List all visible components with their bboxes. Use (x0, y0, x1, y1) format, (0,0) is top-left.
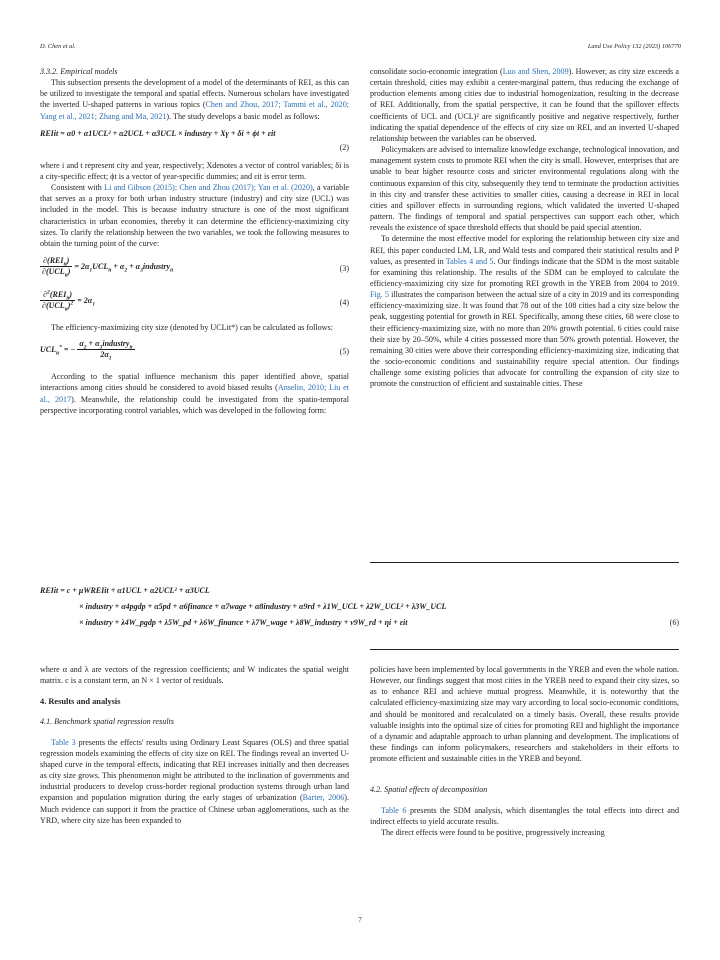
equation-3-number: (3) (339, 264, 349, 274)
running-header-journal: Land Use Policy 132 (2023) 106770 (587, 43, 681, 50)
equation-6-line-3: × industry + λ4W_pgdp + λ5W_pd + λ6W_finance + λ7W_wage + λ8W_industry + ν9W_rd + ηi + εit (79, 618, 408, 627)
paragraph-policymakers: Policymakers are advised to internalize knowledge exchange, technological innovation, and management system costs to promote REI when the city is small. However, enterprises that are unable to bear higher resource costs and stricter environmental regulations along with the continuous expansion of this city, subsequently they tend to terminate the production activities in this city and transfer these activities to smaller cities, causing a decrease in REI in local cities and spillover effects in surrounding regions, which validated the inverted U-shaped pattern. The findings of temporal and spatial perspectives can support each other, which reveals the existence of space threshold effects that should be paid special attention. (370, 145, 679, 233)
paragraph-consistent-with: Consistent with Li and Gibson (2015); Chen and Zhou (2017); Yan et al. (2020), a variable that serves as a proxy for both urban industry structure (industry) and city size (UCL) was included in the model. This is because industry structure is one of the most significant characteristics in urban economies, thereby it can determine the efficiency-maximizing city sizes. To clarify the relationship between the two variables, we took the following measures to obtain the turning point of the curve: (40, 183, 349, 248)
equation-2-body: REIit = α0 + α1UCL² + α2UCL + α3UCL × industry + Xγ + δi + ϕt + εit (40, 128, 276, 138)
paragraph-sdm-analysis: Table 6 presents the SDM analysis, which disentangles the total effects into direct and indirect effects to yield accurate results. (370, 805, 679, 826)
citation-link[interactable]: Li and Gibson (2015); Chen and Zhou (2017); Yan et al. (2020) (104, 183, 313, 193)
equation-2 (40, 128, 349, 142)
citation-link[interactable]: Luo and Shen, 2009 (502, 67, 569, 76)
section-heading-3-3-2: 3.3.2. Empirical models (40, 67, 118, 76)
table-reference-link[interactable]: Table 3 (51, 737, 76, 747)
page-number: 7 (358, 916, 362, 924)
paragraph-spatial-mechanism: According to the spatial influence mechanism this paper identified above, spatial interactions among cities should be considered to avoid biased results (Anselin, 2010; Liu et al., 2017). Meanwhile, the relationship could be investigated from the spatio-temporal perspective incorporating control variables, which was developed in the following form: (40, 372, 349, 415)
equation-5-number: (5) (339, 347, 349, 357)
paragraph-socio-economic: consolidate socio-economic integration (Luo and Shen, 2009). However, as city size exceeds a certain threshold, cities may exhibit a center-marginal pattern, thus reducing the exchange of production elements among cities due to industrial homogenization, resulting in the decrease of REI. Additionally, from the spatial perspective, it can be found that the spillover effects coefficients of UCL and (UCL)² are significantly positive and negative respectively, further indicating the spatial dependence of the effects of city size on REI, and an inverted U-shaped relationship between the variables can be observed. (370, 67, 679, 143)
paragraph-direct-effects: The direct effects were found to be positive, progressively increasing (381, 827, 605, 837)
paragraph-where-alpha: where α and λ are vectors of the regression coefficients; and W indicates the spatial weight matrix. c is a constant term, an N × 1 vector of residuals. (40, 665, 349, 686)
equation-3: $\frac{\partial(REI_{it})}{\partial(UCL_{it})}$ = $2\alpha_1UCL_{it} + \alpha_2$ + $\alpha_3industry_{it}$ (3) (42, 256, 349, 279)
equation-5: $UCL_{it}^*$ = − $\frac{\alpha_2 + \alpha_3industry_{it}}{2\alpha_1}$ (5) (40, 339, 349, 362)
section-heading-4: 4. Results and analysis (40, 697, 121, 707)
citation-link[interactable]: Barter, 2006 (302, 793, 345, 803)
right-column-top (370, 66, 679, 390)
paragraph-variable-definitions: where i and t represent city and year, respectively; Xdenotes a vector of control variables; δi is a city-specific effect; ϕt is a vector of year-specific dummies; and εit is error term. (40, 160, 349, 181)
equation-4-number: (4) (339, 298, 349, 308)
equation-4: $\frac{\partial^2(REI_{it})}{\partial(UCL_{it})^2}$ = $2\alpha_1$ (4) (42, 289, 349, 313)
equation-2-number: (2) (339, 142, 349, 152)
section-heading-4-2: 4.2. Spatial effects of decomposition (370, 785, 488, 795)
equation-6-line-2: × industry + α4pgdp + α5pd + α6finance + α7wage + α8industry + α9rd + λ1W_UCL + λ2W_UCL² + λ3W_UCL (79, 602, 447, 611)
paragraph-policies-implemented: policies have been implemented by local governments in the YREB and even the whole nation. However, our findings suggest that most cities in the YREB need to expand their city sizes, so as to enhance REI and achieve mutual progress. Meanwhile, it is noteworthy that the calculated efficiency-maximizing size may vary according to local socio-economic conditions, and should be monitored and recalculated on a timely basis. Overall, these results provide valuable insights into the optimal size of cities for promoting REI and highlight the importance of a dynamic and adaptable approach to urban planning and development. The implications of these findings can inform policymakers, researchers and stakeholders in their efforts to promote efficient and sustainable cities in the YREB and beyond. (370, 665, 679, 764)
left-column-top (40, 66, 349, 416)
equation-6-line-1: REIit = c + μWREIit + α1UCL + α2UCL² + α3UCL (40, 586, 210, 595)
citation-link[interactable]: Anselin, 2010; Liu et al., 2017 (40, 383, 349, 404)
running-header-authors: D. Chen et al. (40, 43, 76, 50)
paragraph-models-intro: This subsection presents the development of a model of the determinants of REI, as this can be utilized to investigate the temporal and spatial effects. Numerous scholars have investigated the inverted U-shaped patterns in various topics (Chen and Zhou, 2017; Tammi et al., 2020; Yang et al., 2021; Zhang and Ma, 2021). The study develops a basic model as follows: (40, 78, 350, 121)
right-column-bottom (370, 664, 679, 838)
table-reference-link[interactable]: Tables 4 and 5 (445, 256, 494, 266)
figure-reference-link[interactable]: Fig. 5 (370, 290, 389, 300)
divider-rule (370, 562, 679, 563)
paragraph-benchmark-results: Table 3 presents the effects' results using Ordinary Least Squares (OLS) and three spatial regression models examining the effects of city size on REI. The findings reveal an inverted U-shaped curve in the temporal effects, indicating that REI increases initially and then decreases as city size grows. This phenomenon might be attributed to the inclination of governments and industrial producers to develop cross-border regional production systems through urban land expansion and population migration during the early stages of urbanization (Barter, 2006). Much evidence can support it from the practice of Chinese urban agglomerations, such as the YRD, where city size has been expanded to (40, 737, 349, 825)
divider-rule (370, 649, 679, 650)
citation-link[interactable]: Chen and Zhou, 2017; Tammi et al., 2020; Yang et al., 2021; Zhang and Ma, 2021 (40, 100, 350, 121)
equation-6-number: (6) (669, 618, 679, 627)
table-reference-link[interactable]: Table 6 (381, 805, 407, 815)
paragraph-model-tests: To determine the most effective model for exploring the relationship between city size and REI, this paper conducted LM, LR, and Wald tests and compared their statistical results and P values, as presented in Tables 4 and 5. Our findings indicate that the SDM is the most suitable for examining this relationship. The results of the SDM can be employed to calculate the efficiency-maximizing city size for promoting REI growth in the YREB from 2004 to 2019. Fig. 5 illustrates the comparison between the actual size of a city in 2019 and its corresponding efficiency-maximizing size. It was found that 78 out of the 108 cities had a city size below the peak, suggesting potential for growth in REI. Specifically, among these cities, 68 were close to their efficiency-maximizing size, with no more than 20% growth potential. 6 cities could raise their size by 20–50%, while 4 cities possessed more than 50% growth potential. However, the remaining 30 cities were above their corresponding efficiency-maximizing size, indicating that the socio-economic conditions and sustainability require special attention. Our findings challenge some existing policies that advocate for controlling the expansion of city size to promote the construction of efficient and sustainable cities. These (370, 234, 679, 389)
paragraph-efficiency-size: The efficiency-maximizing city size (denoted by UCLit*) can be calculated as follows: (51, 323, 333, 333)
left-column-bottom (40, 664, 349, 826)
section-heading-4-1: 4.1. Benchmark spatial regression results (40, 717, 174, 727)
